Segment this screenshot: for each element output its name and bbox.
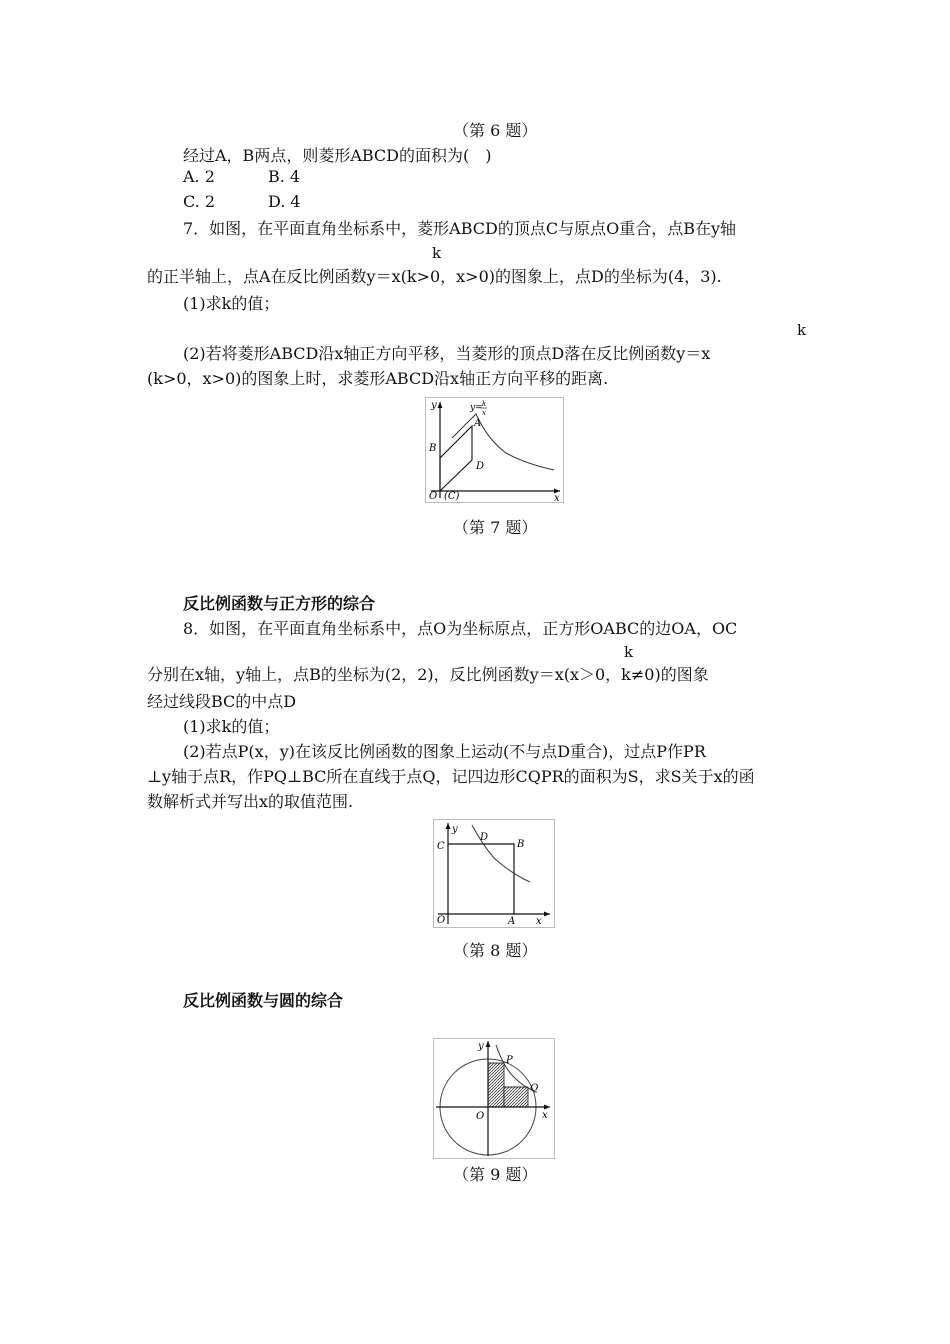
q7-fraction-k2: k: [797, 321, 807, 339]
point-c-label: (C): [444, 491, 460, 502]
point-b-label: B: [429, 443, 437, 454]
y-axis-arrow: [446, 823, 451, 829]
point-b-label: B: [517, 839, 525, 850]
x-axis-arrow: [544, 1105, 550, 1110]
q7-line1: 7．如图，在平面直角坐标系中，菱形ABCD的顶点C与原点O重合，点B在y轴: [183, 219, 737, 238]
point-a-label: A: [508, 916, 516, 927]
square-oabc: [448, 844, 514, 914]
q8-part2-line2: ⊥y轴于点R，作PQ⊥BC所在直线于点Q，记四边形CQPR的面积为S，求S关于x的函: [147, 767, 755, 786]
q7-figure: [425, 397, 564, 503]
q9-figure: [433, 1038, 555, 1159]
q6-caption: （第 6 题）: [453, 121, 538, 140]
q6-option-d: D. 4: [268, 192, 301, 211]
func-label: y=: [470, 403, 483, 413]
q8-part1: (1)求k的值；: [183, 717, 280, 736]
func-denominator: x: [482, 409, 486, 417]
q7-part1: (1)求k的值；: [183, 294, 280, 313]
x-axis-label: x: [542, 1110, 548, 1121]
x-axis-label: x: [554, 493, 560, 502]
hyperbola-curve: [452, 414, 554, 470]
shaded-rect-p: [488, 1063, 504, 1107]
q7-part2-line1: (2)若将菱形ABCD沿x轴正方向平移，当菱形的顶点D落在反比例函数y＝x: [183, 344, 711, 363]
section-heading-circle: 反比例函数与圆的综合: [183, 991, 344, 1010]
point-p-label: P: [506, 1055, 513, 1066]
q6-option-b: B. 4: [268, 167, 301, 186]
origin-label: O: [437, 915, 446, 926]
y-axis-label: y: [452, 824, 458, 835]
q7-part2-line2: (k>0，x>0)的图象上时，求菱形ABCD沿x轴正方向平移的距离.: [147, 369, 609, 388]
q8-part2-line3: 数解析式并写出x的取值范围.: [147, 792, 354, 811]
q8-part2-line1: (2)若点P(x，y)在该反比例函数的图象上运动(不与点D重合)，过点P作PR: [183, 742, 706, 761]
q8-line1: 8．如图，在平面直角坐标系中，点O为坐标原点，正方形OABC的边OA，OC: [183, 619, 738, 638]
q8-caption: （第 8 题）: [453, 941, 538, 960]
q6-option-a: A. 2: [183, 167, 215, 186]
rhombus-abcd: [440, 426, 472, 491]
func-numerator: k: [482, 400, 487, 408]
origin-label: O: [429, 491, 438, 502]
q8-line3: 经过线段BC的中点D: [147, 692, 297, 711]
y-axis-label: y: [431, 400, 437, 411]
q9-caption: （第 9 题）: [453, 1165, 538, 1184]
q7-line2: 的正半轴上，点A在反比例函数y＝x(k>0，x>0)的图象上，点D的坐标为(4，3).: [147, 267, 722, 286]
section-heading-square: 反比例函数与正方形的综合: [183, 594, 376, 613]
x-axis-arrow: [544, 912, 550, 917]
y-axis-arrow: [486, 1041, 491, 1047]
point-q-label: Q: [530, 1083, 539, 1094]
origin-label: O: [476, 1111, 485, 1122]
point-c-label: C: [437, 841, 445, 852]
q8-fraction-k: k: [624, 643, 634, 661]
x-axis-label: x: [536, 916, 542, 927]
shaded-rect-q: [504, 1087, 528, 1107]
point-d-label: D: [476, 461, 485, 472]
point-a-label: A: [474, 418, 482, 429]
q6-stem: 经过A，B两点，则菱形ABCD的面积为( ): [183, 146, 492, 165]
q8-line2: 分别在x轴，y轴上，点B的坐标为(2，2)，反比例函数y＝x(x＞0，k≠0)的图象: [147, 665, 709, 684]
point-d-label: D: [480, 832, 489, 843]
q6-option-c: C. 2: [183, 192, 216, 211]
q8-figure: [433, 819, 555, 928]
y-axis-arrow: [438, 402, 443, 408]
q7-caption: （第 7 题）: [453, 518, 538, 537]
q7-fraction-k1: k: [432, 244, 442, 262]
y-axis-label: y: [478, 1041, 484, 1052]
